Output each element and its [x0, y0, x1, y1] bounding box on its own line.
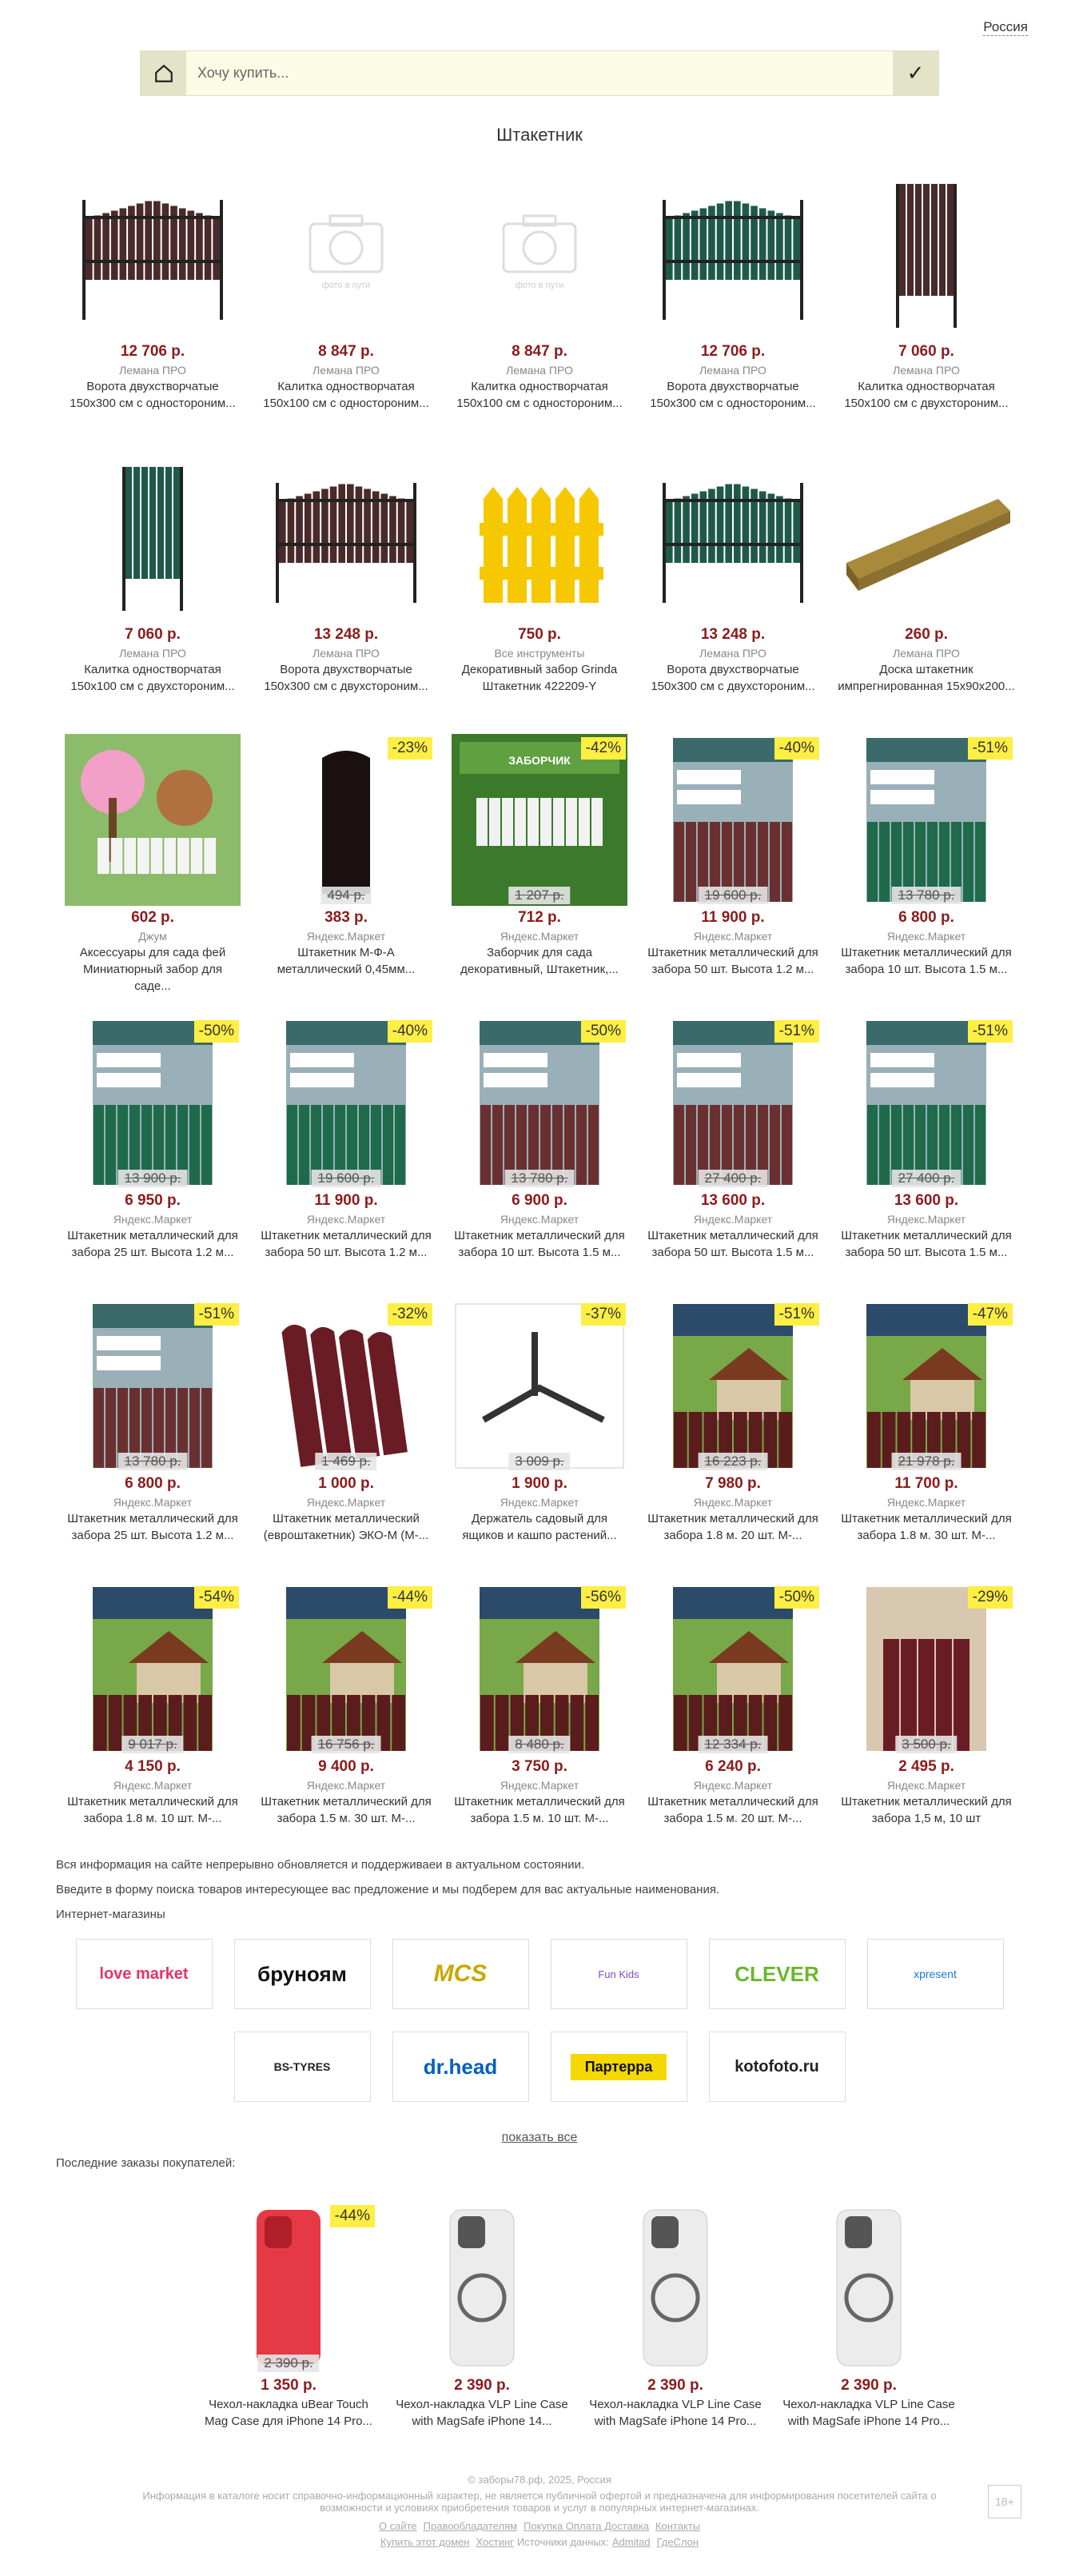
discount-badge: -29% — [968, 1586, 1013, 1609]
shop-name: Лемана ПРО — [313, 647, 380, 660]
product-name-link[interactable]: Аксессуары для сада фей Миниатюрный забор для саде... — [79, 946, 226, 993]
old-price: 13 780 р. — [892, 887, 962, 904]
old-price: 13 900 р. — [118, 1170, 188, 1187]
product-image[interactable] — [65, 451, 241, 623]
shop-logo[interactable] — [392, 1939, 529, 2009]
price: 750 р. — [518, 626, 561, 643]
product-image[interactable] — [838, 1017, 1014, 1189]
product-name-link[interactable]: Штакетник металлический для забора 1.5 м. 30 шт. М-... — [261, 1795, 432, 1825]
product-image[interactable] — [645, 451, 821, 623]
shop-name: Яндекс.Маркет — [306, 930, 386, 943]
product-image[interactable] — [781, 2202, 957, 2374]
shop-name: Яндекс.Маркет — [306, 1779, 386, 1792]
shop-logo[interactable] — [867, 1939, 1004, 2009]
sources-label: Источники данных: — [516, 2536, 609, 2548]
shop-logo-text: Партерра — [571, 2054, 667, 2080]
product-card[interactable] — [830, 724, 1023, 1007]
product-name-link[interactable]: Чехол-накладка VLP Line Case with MagSafe iPhone 14 Pro... — [782, 2398, 955, 2428]
discount-badge: -50% — [194, 1020, 239, 1043]
product-image[interactable] — [645, 1017, 821, 1189]
price: 712 р. — [518, 909, 561, 926]
product-image[interactable] — [65, 734, 241, 906]
product-name-link[interactable]: Калитка одностворчатая 150х100 см с двухстороним... — [70, 663, 235, 693]
shop-name: Яндекс.Маркет — [886, 1213, 966, 1226]
shop-logo[interactable] — [551, 1939, 687, 2009]
price: 602 р. — [131, 909, 174, 926]
info-line-1: Вся информация на сайте непрерывно обновляется и поддерживаеи в актуальном состоянии. — [56, 1858, 585, 1872]
old-price: 27 400 р. — [892, 1170, 962, 1187]
shop-name: Яндекс.Маркет — [500, 1213, 579, 1226]
order-card[interactable] — [192, 2192, 385, 2430]
footer-links-1 — [0, 2520, 1079, 2532]
price: 3 750 р. — [512, 1758, 567, 1775]
price: 4 150 р. — [125, 1758, 181, 1775]
product-name-link[interactable]: Штакетник металлический (евроштакетник) ЭКО-М (М-... — [263, 1512, 429, 1542]
product-card[interactable] — [56, 441, 249, 724]
old-price: 8 480 р. — [508, 1736, 570, 1753]
shop-logo[interactable] — [709, 2032, 846, 2102]
product-image[interactable] — [645, 1300, 821, 1472]
price: 13 600 р. — [894, 1192, 959, 1209]
product-name-link[interactable]: Штакетник металлический для забора 1.5 м. 10 шт. М-... — [454, 1795, 625, 1825]
price: 6 800 р. — [898, 909, 954, 926]
product-card[interactable] — [249, 724, 443, 1007]
search-input[interactable] — [186, 51, 893, 95]
product-image[interactable] — [65, 1017, 241, 1189]
old-price: 12 334 р. — [699, 1736, 768, 1753]
product-card[interactable] — [56, 158, 249, 441]
footer-link[interactable]: Admitad — [611, 2536, 651, 2548]
discount-badge: -51% — [774, 1303, 819, 1326]
product-name-link[interactable]: Калитка одностворчатая 150х100 см с одностороним... — [456, 380, 623, 410]
discount-badge: -44% — [388, 1586, 432, 1609]
price: 6 800 р. — [125, 1475, 181, 1492]
price: 2 495 р. — [898, 1758, 954, 1775]
shop-name: Лемана ПРО — [893, 364, 960, 377]
shop-logo-text: CLEVER — [735, 1961, 819, 1986]
product-image[interactable] — [452, 734, 627, 906]
product-name-link[interactable]: Ворота двухстворчатые 150х300 см с двухстороним... — [651, 663, 815, 693]
product-image[interactable] — [838, 1300, 1014, 1472]
product-name-link[interactable]: Штакетник металлический для забора 50 шт. Высота 1.5 м... — [647, 1229, 818, 1259]
shop-logo-text: dr.head — [423, 2054, 498, 2079]
search-bar — [140, 50, 939, 96]
discount-badge: -32% — [388, 1303, 432, 1326]
price: 260 р. — [905, 626, 948, 643]
product-image[interactable] — [65, 1583, 241, 1755]
old-price: 1 207 р. — [508, 887, 570, 904]
price: 12 706 р. — [700, 343, 766, 360]
shop-logo[interactable] — [392, 2032, 529, 2102]
discount-badge: -37% — [581, 1303, 626, 1326]
shop-name: Яндекс.Маркет — [693, 1779, 773, 1792]
old-price: 3 009 р. — [508, 1453, 570, 1470]
product-name-link[interactable]: Ворота двухстворчатые 150х300 см с одностороним... — [650, 380, 816, 410]
discount-badge: -51% — [774, 1020, 819, 1043]
footer-link[interactable]: ГдеСлон — [656, 2536, 699, 2548]
age-badge: 18+ — [988, 2485, 1021, 2518]
product-name-link[interactable]: Декоративный забор Grinda Штакетник 422209-Y — [461, 663, 618, 693]
product-image[interactable] — [258, 451, 434, 623]
product-name-link[interactable]: Чехол-накладка VLP Line Case with MagSafe iPhone 14 Pro... — [589, 2398, 762, 2428]
discount-badge: -51% — [194, 1303, 239, 1326]
shop-logo-text: Fun Kids — [598, 1968, 639, 1980]
orders-title: Последние заказы покупателей: — [56, 2156, 236, 2170]
shop-name: Яндекс.Маркет — [500, 1496, 579, 1509]
footer-link[interactable]: О сайте — [378, 2520, 417, 2532]
product-card[interactable] — [830, 441, 1023, 724]
product-card[interactable] — [249, 1290, 443, 1573]
price: 2 390 р. — [647, 2377, 703, 2394]
discount-badge: -54% — [194, 1586, 239, 1609]
old-price: 13 780 р. — [118, 1453, 188, 1470]
price: 8 847 р. — [318, 343, 374, 360]
shop-name: Все инструменты — [494, 647, 585, 660]
price: 11 900 р. — [701, 909, 765, 926]
old-price: 13 780 р. — [505, 1170, 575, 1187]
shop-logos-row-2 — [0, 2032, 1079, 2102]
shop-name: Яндекс.Маркет — [306, 1496, 386, 1509]
shop-name: Яндекс.Маркет — [886, 930, 966, 943]
product-card[interactable] — [636, 1290, 830, 1573]
discount-badge: -51% — [968, 1020, 1013, 1043]
shop-logo-text: BS-TYRES — [273, 2060, 331, 2073]
product-card[interactable] — [636, 441, 830, 724]
price: 1 350 р. — [261, 2377, 317, 2394]
product-name-link[interactable]: Штакетник металлический для забора 10 шт. Высота 1.5 м... — [841, 946, 1012, 976]
shops-title: Интернет-магазины — [56, 1908, 165, 1921]
product-card[interactable] — [443, 1007, 636, 1290]
product-name-link[interactable]: Калитка одностворчатая 150х100 см с двухстороним... — [844, 380, 1009, 410]
product-card[interactable] — [249, 158, 443, 441]
product-card[interactable] — [830, 1007, 1023, 1290]
shop-logo-text: love market — [99, 1964, 189, 1983]
shop-logo-text: kotofoto.ru — [735, 2057, 819, 2076]
footer-link[interactable]: Покупка Оплата Доставка — [524, 2520, 649, 2532]
product-image[interactable] — [201, 2202, 376, 2374]
product-name-link[interactable]: Калитка одностворчатая 150х100 см с одностороним... — [263, 380, 429, 410]
product-image[interactable] — [258, 1300, 434, 1472]
price: 1 000 р. — [318, 1475, 374, 1492]
discount-badge: -40% — [388, 1020, 432, 1043]
shop-name: Яндекс.Маркет — [886, 1496, 966, 1509]
discount-badge: -40% — [774, 737, 819, 760]
product-name-link[interactable]: Штакетник металлический для забора 1.5 м. 20 шт. М-... — [647, 1795, 818, 1825]
footer-copyright: © заборы78.рф, 2025, Россия — [468, 2474, 611, 2486]
product-image[interactable] — [645, 168, 821, 340]
old-price: 494 р. — [321, 887, 371, 904]
shop-name: Лемана ПРО — [119, 647, 186, 660]
discount-badge: -47% — [968, 1303, 1013, 1326]
product-card[interactable] — [636, 158, 830, 441]
price: 7 060 р. — [125, 626, 181, 643]
product-card[interactable] — [443, 724, 636, 1007]
footer-links-2 — [0, 2536, 1079, 2548]
submit-check-icon[interactable]: ✓ — [893, 51, 938, 95]
price: 1 900 р. — [512, 1475, 567, 1492]
shop-name: Лемана ПРО — [506, 364, 573, 377]
product-name-link[interactable]: Доска штакетник импрегнированная 15х90х200... — [838, 663, 1015, 693]
discount-badge: -42% — [581, 737, 626, 760]
shop-logo-text: MCS — [433, 1960, 488, 1987]
order-card[interactable] — [772, 2192, 966, 2430]
price: 11 700 р. — [894, 1475, 958, 1492]
svg-text:фото в пути: фото в пути — [515, 281, 564, 290]
footer-link[interactable]: Правообладателям — [423, 2520, 518, 2532]
old-price: 3 500 р. — [895, 1736, 957, 1753]
product-image[interactable] — [838, 734, 1014, 906]
price: 9 400 р. — [318, 1758, 374, 1775]
product-card[interactable] — [636, 724, 830, 1007]
shop-logo[interactable] — [709, 1939, 846, 2009]
product-image[interactable] — [452, 1017, 627, 1189]
shop-logo[interactable] — [234, 1939, 371, 2009]
old-price: 9 017 р. — [121, 1736, 183, 1753]
product-card[interactable] — [830, 158, 1023, 441]
product-name-link[interactable]: Чехол-накладка VLP Line Case with MagSafe iPhone 14... — [396, 2398, 568, 2428]
product-card[interactable] — [249, 1007, 443, 1290]
product-name-link[interactable]: Чехол-накладка uBear Touch Mag Case для iPhone 14 Pro... — [205, 2398, 372, 2428]
product-image[interactable] — [258, 168, 434, 340]
product-card[interactable] — [56, 1007, 249, 1290]
shop-logos-row-1 — [0, 1939, 1079, 2009]
shop-name: Яндекс.Маркет — [113, 1779, 193, 1792]
shop-name: Джум — [138, 930, 167, 943]
discount-badge: -44% — [330, 2205, 375, 2227]
footer-link[interactable]: Контакты — [655, 2520, 701, 2532]
order-card[interactable] — [579, 2192, 772, 2430]
product-name-link[interactable]: Штакетник М-Ф-А металлический 0,45мм... — [277, 946, 416, 976]
footer-link[interactable]: Купить этот домен — [380, 2536, 470, 2548]
price: 6 950 р. — [125, 1192, 181, 1209]
show-all-link[interactable]: показать все — [501, 2131, 578, 2144]
shop-logo[interactable] — [551, 2032, 687, 2102]
shop-logo[interactable] — [76, 1939, 213, 2009]
product-card[interactable] — [56, 1573, 249, 1856]
shop-logo-text: бруноям — [257, 1961, 347, 1986]
product-image[interactable] — [258, 1583, 434, 1755]
product-card[interactable] — [56, 724, 249, 1007]
page-title: Штакетник — [496, 125, 583, 145]
product-image[interactable] — [452, 1300, 627, 1472]
product-image[interactable] — [838, 168, 1014, 340]
product-card[interactable] — [443, 441, 636, 724]
product-image[interactable] — [452, 168, 627, 340]
region-selector[interactable]: Россия — [983, 19, 1028, 34]
old-price: 16 756 р. — [312, 1736, 381, 1753]
info-line-2: Введите в форму поиска товаров интересующее вас предложение и мы подберем для вас актуальные наименования. — [56, 1883, 720, 1896]
old-price: 27 400 р. — [699, 1170, 768, 1187]
discount-badge: -50% — [774, 1586, 819, 1609]
price: 2 390 р. — [454, 2377, 510, 2394]
discount-badge: -23% — [388, 737, 432, 760]
shop-name: Лемана ПРО — [119, 364, 186, 377]
product-image[interactable] — [452, 1583, 627, 1755]
product-image[interactable] — [645, 734, 821, 906]
product-name-link[interactable]: Штакетник металлический для забора 10 шт. Высота 1.5 м... — [454, 1229, 625, 1259]
old-price: 19 600 р. — [312, 1170, 381, 1187]
shop-name: Лемана ПРО — [313, 364, 380, 377]
product-image[interactable] — [452, 451, 627, 623]
shop-name: Яндекс.Маркет — [693, 1496, 773, 1509]
shop-name: Яндекс.Маркет — [500, 1779, 579, 1792]
old-price: 21 978 р. — [892, 1453, 962, 1470]
product-image[interactable] — [258, 734, 434, 906]
product-card[interactable] — [443, 1290, 636, 1573]
price: 13 248 р. — [700, 626, 766, 643]
product-name-link[interactable]: Штакетник металлический для забора 50 шт. Высота 1.5 м... — [841, 1229, 1012, 1259]
price: 13 600 р. — [700, 1192, 766, 1209]
product-image[interactable] — [838, 451, 1014, 623]
product-image[interactable] — [258, 1017, 434, 1189]
price: 2 390 р. — [841, 2377, 897, 2394]
product-card[interactable] — [249, 1573, 443, 1856]
product-image[interactable] — [587, 2202, 763, 2374]
product-image[interactable] — [838, 1583, 1014, 1755]
shop-name: Яндекс.Маркет — [886, 1779, 966, 1792]
shop-name: Яндекс.Маркет — [113, 1496, 193, 1509]
price: 12 706 р. — [120, 343, 185, 360]
product-image[interactable] — [645, 1583, 821, 1755]
price: 6 240 р. — [705, 1758, 761, 1775]
product-name-link[interactable]: Ворота двухстворчатые 150х300 см с одностороним... — [70, 380, 236, 410]
price: 7 060 р. — [898, 343, 954, 360]
old-price: 16 223 р. — [699, 1453, 768, 1470]
product-name-link[interactable]: Ворота двухстворчатые 150х300 см с двухстороним... — [264, 663, 428, 693]
discount-badge: -51% — [968, 737, 1013, 760]
shop-name: Лемана ПРО — [699, 364, 766, 377]
product-card[interactable] — [636, 1573, 830, 1856]
discount-badge: -50% — [581, 1020, 626, 1043]
price: 7 980 р. — [705, 1475, 761, 1492]
product-image[interactable] — [65, 1300, 241, 1472]
product-name-link[interactable]: Штакетник металлический для забора 50 шт. Высота 1.2 м... — [647, 946, 818, 976]
shop-logo-text: xpresent — [914, 1968, 957, 1980]
price: 8 847 р. — [512, 343, 567, 360]
product-name-link[interactable]: Штакетник металлический для забора 25 шт. Высота 1.2 м... — [67, 1512, 238, 1542]
price: 383 р. — [324, 909, 368, 926]
product-card[interactable] — [830, 1573, 1023, 1856]
product-grid — [56, 158, 1023, 1856]
product-name-link[interactable]: Штакетник металлический для забора 1.8 м. 10 шт. М-... — [67, 1795, 238, 1825]
svg-text:ЗАБОРЧИК: ЗАБОРЧИК — [508, 754, 571, 767]
product-name-link[interactable]: Заборчик для сада декоративный, Штакетник,... — [460, 946, 619, 976]
old-price: 2 390 р. — [257, 2355, 319, 2372]
price: 13 248 р. — [313, 626, 379, 643]
product-name-link[interactable]: Штакетник металлический для забора 25 шт. Высота 1.2 м... — [67, 1229, 238, 1259]
shop-name: Яндекс.Маркет — [306, 1213, 386, 1226]
price: 11 900 р. — [314, 1192, 378, 1209]
discount-badge: -56% — [581, 1586, 626, 1609]
product-card[interactable] — [636, 1007, 830, 1290]
order-card[interactable] — [385, 2192, 579, 2430]
orders-grid — [192, 2192, 966, 2430]
product-name-link[interactable]: Штакетник металлический для забора 1,5 м, 10 шт — [841, 1795, 1012, 1825]
product-name-link[interactable]: Держатель садовый для ящиков и кашпо растений... — [462, 1512, 617, 1542]
product-card[interactable] — [443, 158, 636, 441]
old-price: 19 600 р. — [699, 887, 768, 904]
shop-name: Яндекс.Маркет — [693, 1213, 773, 1226]
svg-text:фото в пути: фото в пути — [321, 281, 371, 290]
product-card[interactable] — [443, 1573, 636, 1856]
product-image[interactable] — [394, 2202, 570, 2374]
product-card[interactable] — [830, 1290, 1023, 1573]
old-price: 1 469 р. — [315, 1453, 376, 1470]
price: 6 900 р. — [512, 1192, 567, 1209]
shop-name: Яндекс.Маркет — [500, 930, 579, 943]
shop-name: Лемана ПРО — [699, 647, 766, 660]
footer-link[interactable]: Хостинг — [476, 2536, 514, 2548]
product-card[interactable] — [56, 1290, 249, 1573]
product-image[interactable] — [65, 168, 241, 340]
home-icon[interactable] — [141, 51, 186, 95]
shop-name: Яндекс.Маркет — [113, 1213, 193, 1226]
footer-disclaimer: Информация в каталоге носит справочно-информационный характер, не является публичной офертой и предназначена для информирования посетителей сайта о возможности и условиях приобретения товаров и услуг в популярных интернет-магазинах. — [142, 2490, 937, 2514]
product-card[interactable] — [249, 441, 443, 724]
product-name-link[interactable]: Штакетник металлический для забора 1.8 м. 30 шт. М-... — [841, 1512, 1012, 1542]
product-name-link[interactable]: Штакетник металлический для забора 50 шт. Высота 1.2 м... — [261, 1229, 432, 1259]
shop-name: Лемана ПРО — [893, 647, 960, 660]
product-name-link[interactable]: Штакетник металлический для забора 1.8 м. 20 шт. М-... — [647, 1512, 818, 1542]
shop-logo[interactable] — [234, 2032, 371, 2102]
shop-name: Яндекс.Маркет — [693, 930, 773, 943]
